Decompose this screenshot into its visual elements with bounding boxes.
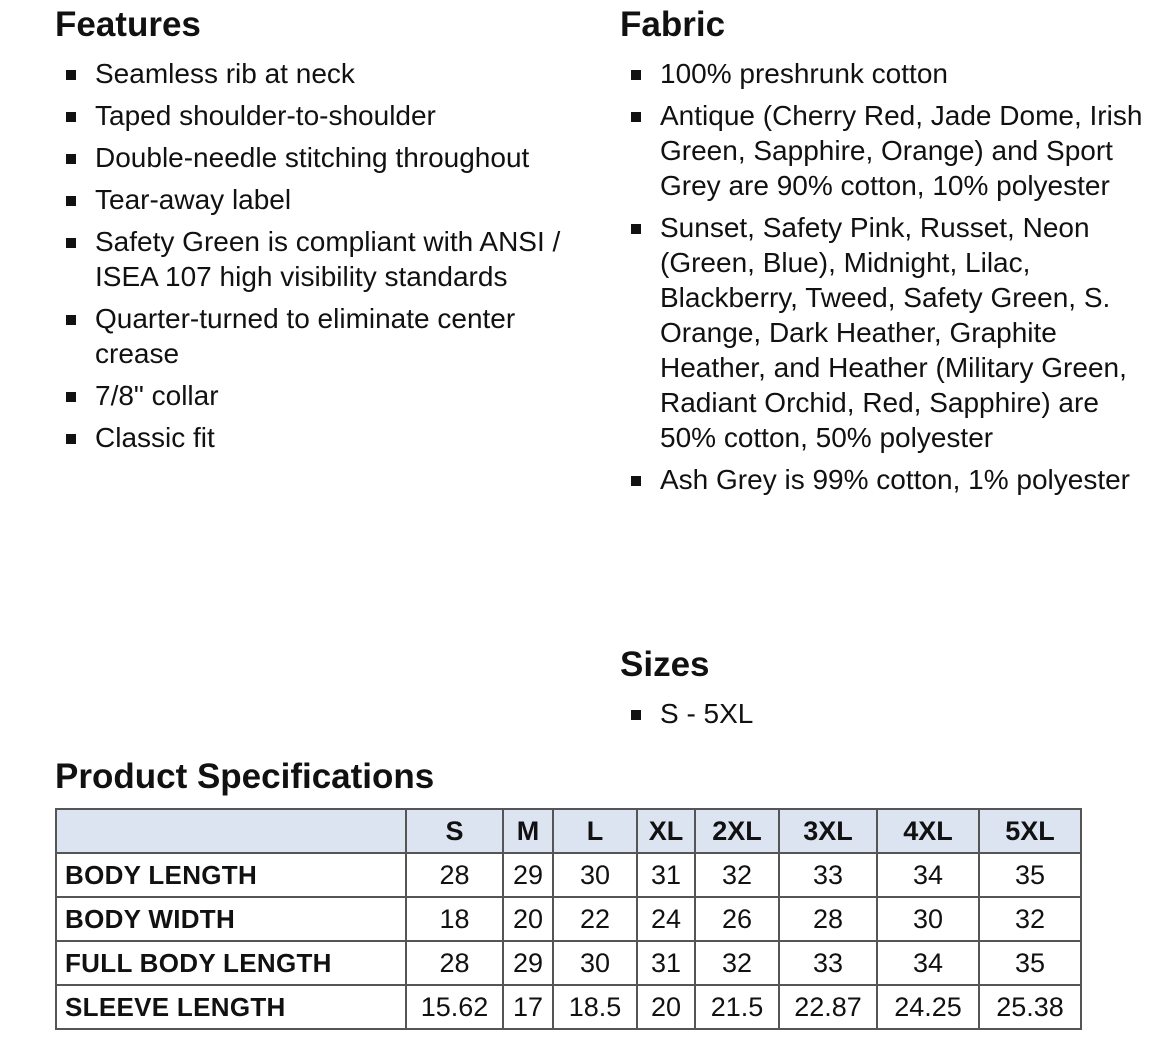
table-row [56,853,1081,897]
list-item [55,56,575,91]
table-cell: 28 [779,897,877,941]
table-row [56,985,1081,1029]
column-header: 4XL [877,809,979,853]
column-header: 2XL [695,809,779,853]
features-list [55,56,575,462]
column-header: 5XL [979,809,1081,853]
list-item-text: Seamless rib at neck [95,58,355,89]
list-item-text: Double-needle stitching throughout [95,142,530,173]
bullet-icon [631,710,641,720]
list-item-text: Classic fit [95,422,215,453]
column-header: 3XL [779,809,877,853]
list-item [620,56,1160,91]
table-cell: 35 [979,853,1081,897]
bullet-icon [66,196,76,206]
bullet-icon [66,70,76,80]
list-item-text: S - 5XL [660,698,754,729]
bullet-icon [631,112,641,122]
table-cell: 20 [503,897,553,941]
table-cell: 31 [637,853,695,897]
list-item-text: Quarter-turned to eliminate center crease [95,303,516,369]
list-item [55,140,575,175]
table-cell: 17 [503,985,553,1029]
row-label: FULL BODY LENGTH [56,941,406,985]
table-cell: 22 [553,897,637,941]
list-item [55,301,575,371]
table-cell: 29 [503,853,553,897]
list-item [620,696,1140,731]
bullet-icon [66,238,76,248]
table-header-row [56,809,1081,853]
table-cell: 18 [406,897,503,941]
table-cell: 34 [877,941,979,985]
list-item [55,420,575,455]
list-item [620,462,1160,497]
bullet-icon [631,224,641,234]
list-item [620,98,1160,203]
table-cell: 32 [695,941,779,985]
table-cell: 24 [637,897,695,941]
table-cell: 35 [979,941,1081,985]
list-item [620,210,1160,455]
table-cell: 24.25 [877,985,979,1029]
table-cell: 20 [637,985,695,1029]
bullet-icon [66,392,76,402]
table-cell: 30 [553,853,637,897]
table-cell: 28 [406,941,503,985]
table-cell: 18.5 [553,985,637,1029]
table-cell: 21.5 [695,985,779,1029]
table-cell: 26 [695,897,779,941]
list-item [55,98,575,133]
bullet-icon [66,315,76,325]
fabric-title: Fabric [620,5,726,44]
fabric-list [620,56,1160,504]
column-header: L [553,809,637,853]
table-cell: 33 [779,941,877,985]
product-specifications-table [55,808,1082,1030]
list-item-text: Ash Grey is 99% cotton, 1% polyester [660,464,1130,495]
table-cell: 33 [779,853,877,897]
table-cell: 32 [695,853,779,897]
table-cell: 34 [877,853,979,897]
table-cell: 31 [637,941,695,985]
table-cell: 32 [979,897,1081,941]
list-item-text: Tear-away label [95,184,292,215]
table-cell: 22.87 [779,985,877,1029]
list-item-text: Safety Green is compliant with ANSI / ISEA 107 high visibility standards [95,226,561,292]
table-cell: 29 [503,941,553,985]
list-item-text: Antique (Cherry Red, Jade Dome, Irish Green, Sapphire, Orange) and Sport Grey are 90% cotton, 10% polyester [660,100,1143,201]
table-cell: 30 [553,941,637,985]
list-item-text: Taped shoulder-to-shoulder [95,100,436,131]
bullet-icon [631,476,641,486]
table-row [56,941,1081,985]
bullet-icon [631,70,641,80]
list-item [55,378,575,413]
table-cell: 30 [877,897,979,941]
row-label: BODY LENGTH [56,853,406,897]
sizes-title: Sizes [620,645,710,684]
column-header: XL [637,809,695,853]
table-row [56,897,1081,941]
table-cell: 15.62 [406,985,503,1029]
table-cell: 25.38 [979,985,1081,1029]
list-item-text: 7/8" collar [95,380,219,411]
bullet-icon [66,154,76,164]
specs-title: Product Specifications [55,757,435,796]
column-header: S [406,809,503,853]
bullet-icon [66,112,76,122]
bullet-icon [66,434,76,444]
features-title: Features [55,5,201,44]
row-label: SLEEVE LENGTH [56,985,406,1029]
column-header [56,809,406,853]
table-cell: 28 [406,853,503,897]
list-item-text: Sunset, Safety Pink, Russet, Neon (Green, Blue), Midnight, Lilac, Blackberry, Tweed, Safety Green, S. Orange, Dark Heather, Graphite Heather, and Heather (Military Green, Radiant Orchid, Red, Sapphire) are 50% cotton, 50% polyester [660,212,1127,453]
column-header: M [503,809,553,853]
list-item-text: 100% preshrunk cotton [660,58,948,89]
list-item [55,224,575,294]
sizes-list [620,696,1140,738]
row-label: BODY WIDTH [56,897,406,941]
list-item [55,182,575,217]
